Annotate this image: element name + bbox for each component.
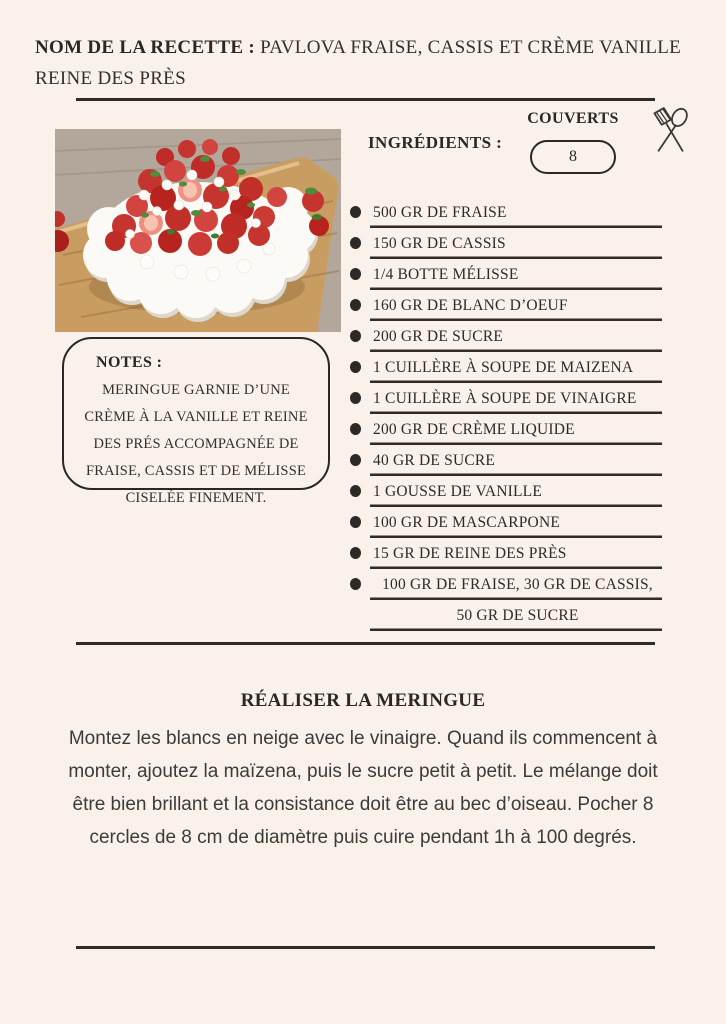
ingredients-list [350, 197, 662, 631]
ingredient-item: 1 CUILLÈRE À SOUPE DE VINAIGRE [350, 383, 662, 414]
bullet-icon [350, 361, 361, 373]
ingredient-item: 500 GR DE FRAISE [350, 197, 662, 228]
pavlova-photo-illustration [55, 129, 341, 332]
ingredients-heading: INGRÉDIENTS : [368, 133, 503, 152]
bullet-icon [350, 547, 361, 559]
bullet-icon [350, 485, 361, 497]
ingredient-item: 100 GR DE MASCARPONE [350, 507, 662, 538]
ingredient-item: 200 GR DE SUCRE [350, 321, 662, 352]
divider-top [76, 98, 655, 101]
bullet-icon [350, 299, 361, 311]
ingredient-item: 15 GR DE REINE DES PRÈS [350, 538, 662, 569]
servings-count: 8 [569, 148, 577, 165]
servings-count-badge [530, 140, 616, 174]
ingredient-item: 1 CUILLÈRE À SOUPE DE MAIZENA [350, 352, 662, 383]
servings-label: COUVERTS [527, 110, 619, 127]
crossed-fork-spoon-icon [644, 106, 694, 156]
bullet-icon [350, 578, 361, 590]
ingredient-item: 1 GOUSSE DE VANILLE [350, 476, 662, 507]
ingredient-item: 40 GR DE SUCRE [350, 445, 662, 476]
instructions-text: Montez les blancs en neige avec le vinaigre. Quand ils commencent à monter, ajoutez la maïzena, puis le sucre petit à petit. Le mélange doit être bien brillant et la consistance doit être au bec d’oiseau. Pocher 8 cercles de 8 cm de diamètre puis cuire pendant 1h à 100 degrés. [68, 728, 658, 848]
bullet-icon [350, 206, 361, 218]
recipe-title-label: NOM DE LA RECETTE : [35, 37, 256, 58]
bullet-icon [350, 516, 361, 528]
notes-text: MERINGUE GARNIE D’UNE CRÈME À LA VANILLE ET REINE DES PRÉS ACCOMPAGNÉE DE FRAISE, CASSIS ET DE MÉLISSE CISELÉE FINEMENT. [84, 382, 308, 506]
recipe-title [35, 32, 695, 94]
ingredient-item: 1/4 BOTTE MÉLISSE [350, 259, 662, 290]
ingredient-item: 100 GR DE FRAISE, 30 GR DE CASSIS, 50 GR DE SUCRE [350, 569, 662, 631]
ingredient-item: 150 GR DE CASSIS [350, 228, 662, 259]
bullet-icon [350, 330, 361, 342]
bullet-icon [350, 392, 361, 404]
bullet-icon [350, 423, 361, 435]
recipe-title-text: PAVLOVA FRAISE, CASSIS ET CRÈME VANILLE REINE DES PRÈS [35, 37, 682, 89]
bullet-icon [350, 454, 361, 466]
pavlova-photo [55, 129, 341, 332]
ingredient-item: 160 GR DE BLANC D’OEUF [350, 290, 662, 321]
notes-box [62, 337, 330, 506]
divider-middle [76, 642, 655, 645]
bullet-icon [350, 237, 361, 249]
instructions-heading: RÉALISER LA MERINGUE [240, 690, 486, 711]
divider-bottom [76, 946, 655, 949]
ingredient-item: 200 GR DE CRÈME LIQUIDE [350, 414, 662, 445]
notes-heading: NOTES : [96, 354, 163, 371]
bullet-icon [350, 268, 361, 280]
